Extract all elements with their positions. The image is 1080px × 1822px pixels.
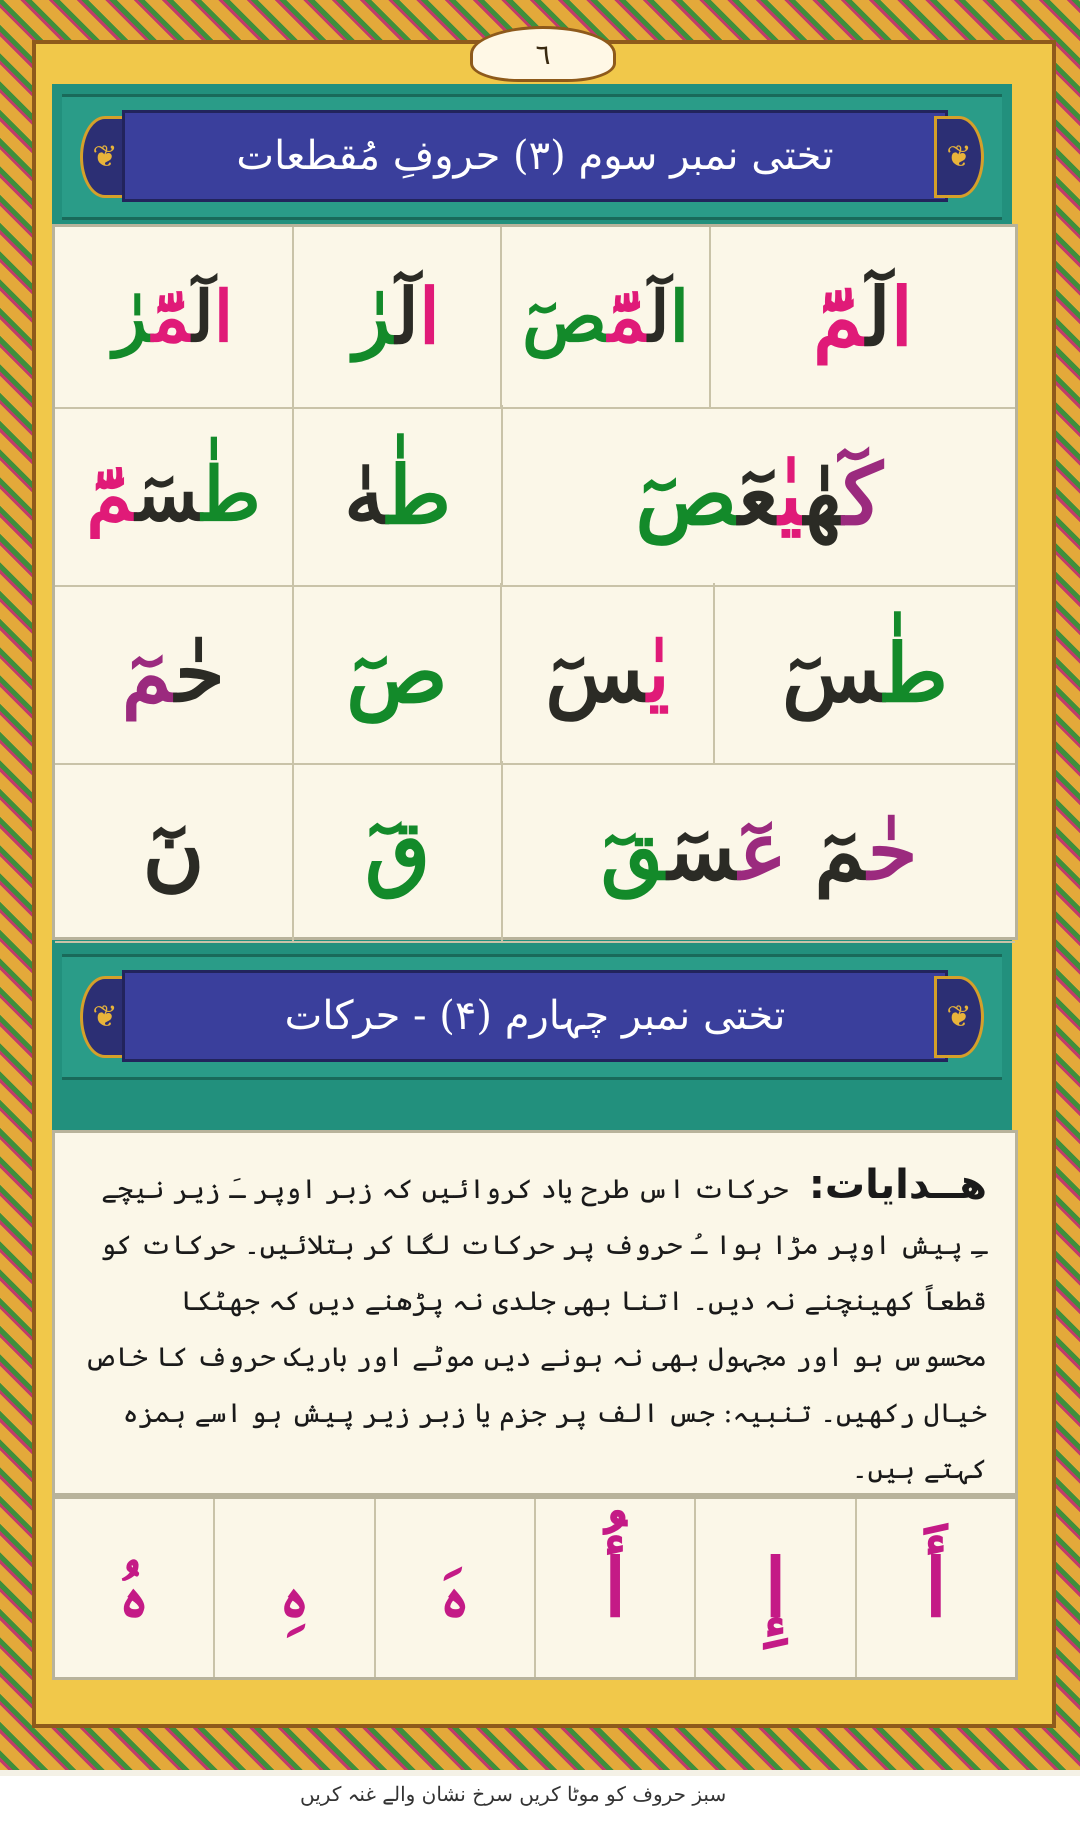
instructions-box	[52, 1130, 1018, 1496]
vowel-letter: ﮦُ	[122, 1540, 147, 1635]
section1-header	[62, 94, 1002, 214]
letter-cell	[709, 227, 1015, 409]
content-panel	[52, 84, 1012, 1674]
section1-title: تختی نمبر سوم (۳) حروفِ مُقطعات	[236, 133, 834, 179]
ornament-left-icon: ❦	[80, 116, 130, 198]
letter-cell	[292, 583, 501, 765]
letter-cell	[292, 761, 501, 943]
muqattaat-grid	[52, 224, 1018, 940]
letter-cell	[500, 583, 713, 765]
letter-cell	[55, 405, 292, 587]
letter-cell	[55, 761, 292, 943]
letter-group: قٓ	[364, 801, 431, 900]
letter-group: نٓ	[142, 801, 205, 900]
letter-group: حٰمٓ عٓسٓقٓ	[600, 804, 918, 898]
harakat-row	[52, 1496, 1018, 1680]
letter-cell	[500, 227, 709, 409]
footer-strip	[0, 1776, 1080, 1822]
instructions-paragraph	[55, 1133, 1015, 1498]
page-number: ٦	[535, 37, 551, 71]
letter-cell	[713, 583, 1015, 765]
letter-group: الٓمّٓرٰ	[113, 275, 234, 358]
vowel-cell	[855, 1499, 1015, 1677]
letter-cell	[501, 761, 1015, 943]
letter-group: كٓهٰيٰعٓصٓ	[635, 445, 883, 544]
ornament-left-icon: ❦	[80, 976, 130, 1058]
vowel-letter: أُ	[604, 1541, 627, 1635]
vowel-cell	[534, 1499, 694, 1677]
instructions-text: حرکات اس طرح یاد کروائیں کہ زبر اوپر ـَ زیر نیچے ـِ پیش اوپر مڑا ہوا ـُ حروف پر حرکات لگا کر بتلائیں۔ حرکات کو قطعاً کھینچنے نہ دیں۔ اتنا بھی جلدی نہ پڑھنے دیں کہ جھٹکا محسوس ہو اور مجہول بھی نہ ہونے دیں موٹے اور باریک حروف کا خاص خیال رکھیں۔ تنبیہ: جس الف پر جزم یا زبر زیر پیش ہو اسے ہمزہ کہتے ہیں۔	[84, 1174, 987, 1485]
vowel-letter: إِ	[764, 1541, 787, 1635]
page-number-badge	[470, 26, 616, 82]
instructions-heading: ھــدایات:	[808, 1162, 987, 1208]
vowel-cell	[55, 1499, 213, 1677]
letter-group: صٓ	[346, 623, 448, 722]
letter-group: الٓرٰ	[353, 272, 440, 361]
grid-row-1	[55, 227, 1015, 407]
vowel-letter: ﮦِ	[282, 1540, 307, 1635]
letter-cell	[501, 405, 1015, 587]
letter-group: يٰسٓ	[545, 626, 670, 720]
section2-title: تختی نمبر چہارم (۴) - حرکات	[284, 993, 786, 1039]
letter-group: الٓمّٓصٓ	[522, 275, 690, 358]
letter-group: طٰسٓمّٓ	[86, 452, 261, 538]
letter-cell	[55, 583, 292, 765]
letter-group: طٰهٰ	[344, 448, 451, 542]
vowel-letter: أَ	[924, 1541, 947, 1635]
letter-group: حٰمٓ	[121, 626, 225, 720]
letter-cell	[55, 227, 292, 409]
footer-note: سبز حروف کو موٹا کریں سرخ نشان والے غنہ کریں	[300, 1782, 727, 1806]
section2-header	[62, 954, 1002, 1074]
letter-group: الٓمّٓ	[813, 270, 913, 364]
letter-group: طٰسٓ	[782, 626, 948, 720]
vowel-letter: ﮦَ	[442, 1540, 467, 1635]
ornament-right-icon: ❦	[934, 116, 984, 198]
letter-cell	[292, 227, 501, 409]
title-banner	[122, 110, 948, 202]
title-banner	[122, 970, 948, 1062]
vowel-cell	[213, 1499, 373, 1677]
grid-row-3	[55, 583, 1015, 763]
letter-cell	[292, 405, 501, 587]
vowel-cell	[374, 1499, 534, 1677]
grid-row-2	[55, 405, 1015, 585]
grid-row-4	[55, 761, 1015, 941]
ornament-right-icon: ❦	[934, 976, 984, 1058]
vowel-cell	[694, 1499, 854, 1677]
